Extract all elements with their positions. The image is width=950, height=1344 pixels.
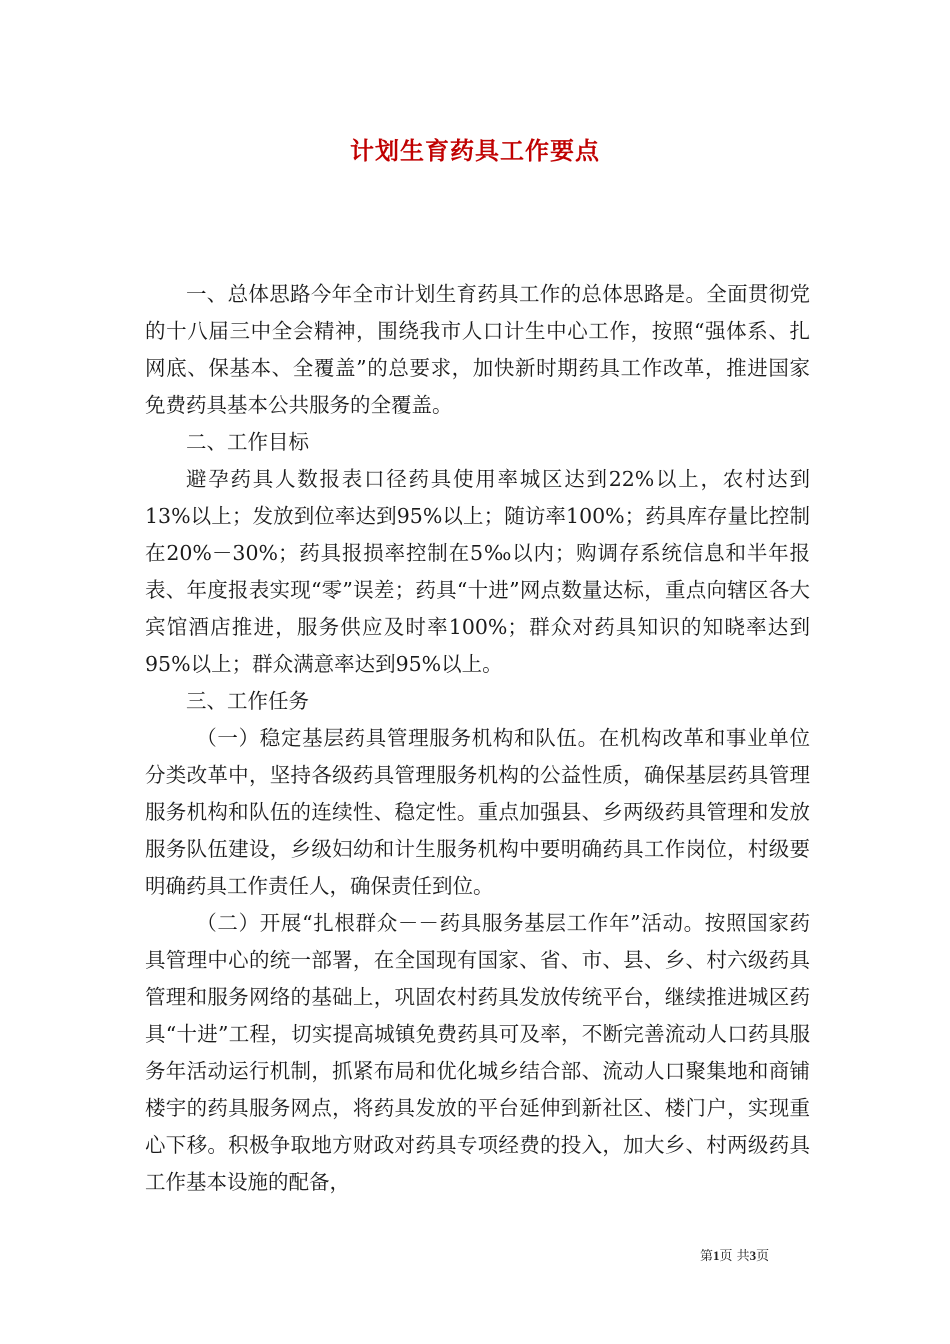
heading-work-tasks: 三、工作任务 xyxy=(186,689,309,713)
document-title: 计划生育药具工作要点 xyxy=(350,136,600,165)
heading-work-goals: 二、工作目标 xyxy=(186,430,309,454)
paragraph-task-1: （一）稳定基层药具管理服务机构和队伍。在机构改革和事业单位分类改革中，坚持各级药具管理服务机构的公益性质，确保基层药具管理服务机构和队伍的连续性、稳定性。重点加强县、乡两级药具管理和发放服务队伍建设，乡级妇幼和计生服务机构中要明确药具工作岗位，村级要明确药具工作责任人，确保责任到位。 xyxy=(145,726,810,898)
paragraph-overall-approach: 一、总体思路今年全市计划生育药具工作的总体思路是。全面贯彻党的十八届三中全会精神，围绕我市人口计生中心工作，按照“强体系、扎网底、保基本、全覆盖”的总要求，加快新时期药具工作改革，推进国家免费药具基本公共服务的全覆盖。 xyxy=(145,282,810,417)
footer-middle: 页 共 xyxy=(719,1249,750,1264)
footer-prefix: 第 xyxy=(700,1249,714,1264)
footer-current-page: 1 xyxy=(713,1248,720,1263)
page-number-footer xyxy=(700,1246,830,1267)
footer-suffix: 页 xyxy=(756,1249,770,1264)
paragraph-work-goals: 避孕药具人数报表口径药具使用率城区达到22%以上，农村达到13%以上；发放到位率达到95%以上；随访率100%；药具库存量比控制在20%－30%；药具报损率控制在5‰以内；购调存系统信息和半年报表、年度报表实现“零”误差；药具“十进”网点数量达标，重点向辖区各大宾馆酒店推进，服务供应及时率100%；群众对药具知识的知晓率达到95%以上；群众满意率达到95%以上。 xyxy=(145,467,810,676)
paragraph-task-2: （二）开展“扎根群众－－药具服务基层工作年”活动。按照国家药具管理中心的统一部署，在全国现有国家、省、市、县、乡、村六级药具管理和服务网络的基础上，巩固农村药具发放传统平台，继续推进城区药具“十进”工程，切实提高城镇免费药具可及率，不断完善流动人口药具服务年活动运行机制，抓紧布局和优化城乡结合部、流动人口聚集地和商铺楼宇的药具服务网点，将药具发放的平台延伸到新社区、楼门户，实现重心下移。积极争取地方财政对药具专项经费的投入，加大乡、村两级药具工作基本设施的配备， xyxy=(145,911,810,1194)
footer-total-pages: 3 xyxy=(749,1248,757,1263)
document-body xyxy=(145,276,810,1201)
